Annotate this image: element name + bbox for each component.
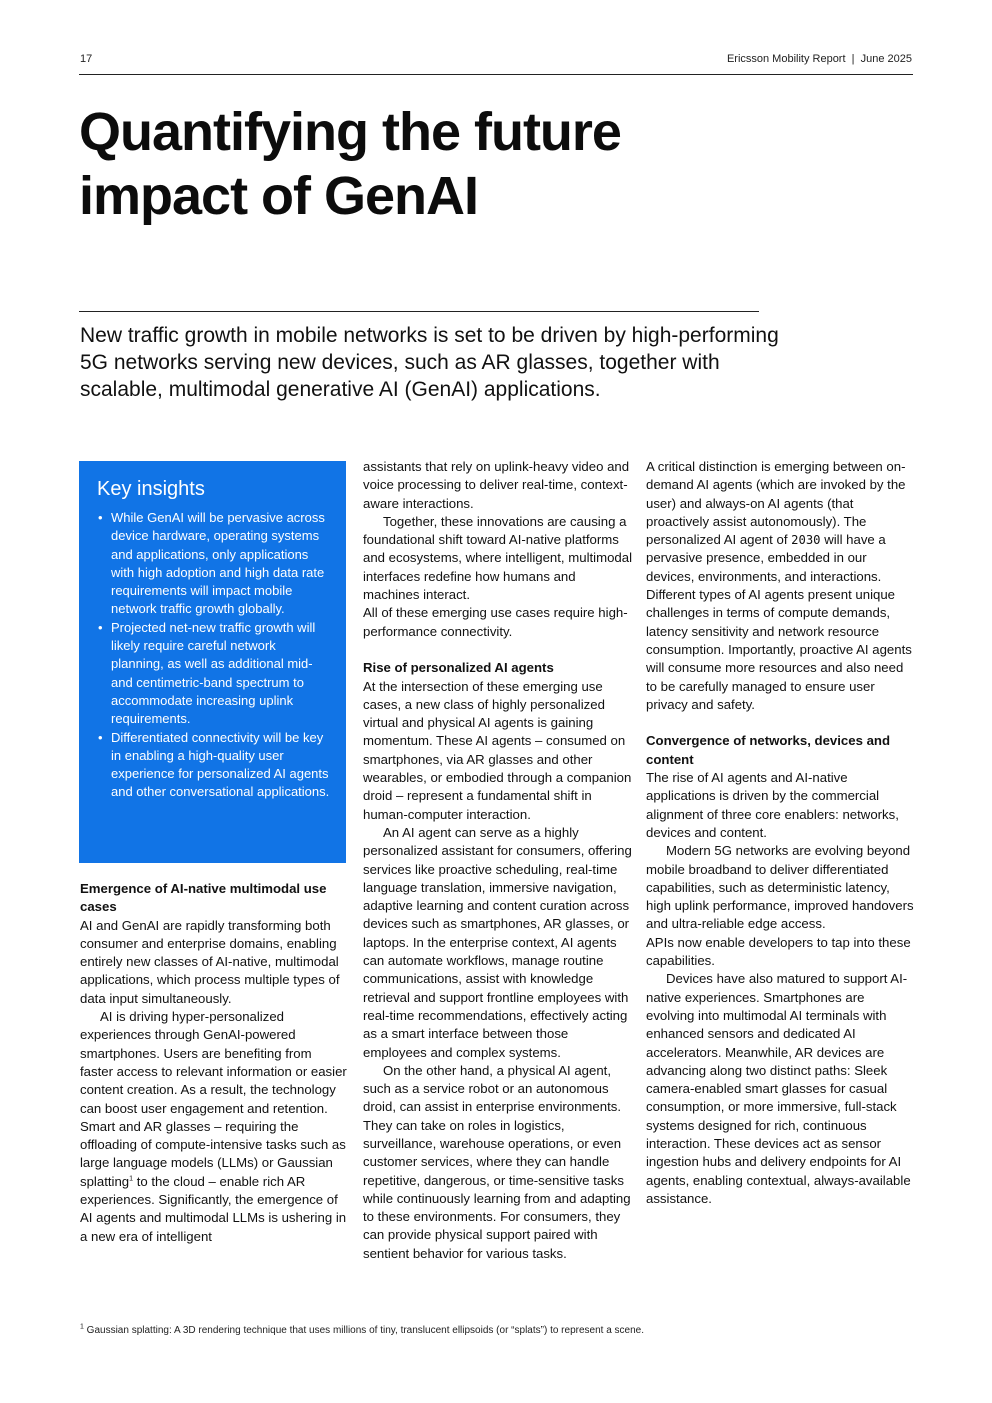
key-insight-item: • While GenAI will be pervasive across device hardware, operating systems and applications, only applications with high adoption and high data rate requirements will impact mobile network traffic growth globally.	[97, 509, 330, 619]
text-run: AI is driving hyper-personalized experiences through GenAI-powered smartphones. Users are benefiting from faster access to relevant information or easier content creation. As a result, the technology can boost user engagement and retention. Smart and AR glasses – requiring the offloading of compute-intensive tasks such as large language models (LLMs) or Gaussian splatting	[80, 1009, 347, 1189]
page-number: 17	[80, 53, 93, 65]
paragraph: The rise of AI agents and AI-native applications is driven by the commercial alignment of three core enablers: networks, devices and content.	[646, 770, 899, 840]
publication-header: Ericsson Mobility Report | June 2025	[726, 53, 912, 65]
page-title	[79, 100, 839, 228]
paragraph: Modern 5G networks are evolving beyond mobile broadband to deliver differentiated capabilities, such as deterministic latency, high uplink performance, improved handovers and ultra-reliable edge access.	[646, 843, 914, 932]
paragraph: assistants that rely on uplink-heavy video and voice processing to deliver real-time, context-aware interactions.	[363, 459, 630, 511]
spacer	[646, 714, 916, 732]
footnote-reference[interactable]: 1	[129, 1175, 134, 1183]
text-run: to the cloud – enable rich AR experiences. Significantly, the emergence of AI agents and multimodal LLMs is ushering in a new era of intelligent	[80, 1173, 347, 1244]
key-insight-item: • Projected net-new traffic growth will likely require careful network planning, as well as additional mid- and centimetric-band spectrum to accommodate increasing uplink requirements.	[97, 619, 330, 729]
spacer	[363, 641, 633, 659]
footnote-marker: 1	[80, 1323, 84, 1331]
key-insights-heading: Key insights	[97, 478, 205, 500]
year-value: 2030	[791, 533, 821, 548]
paragraph: Devices have also matured to support AI-native experiences. Smartphones are evolving into multimodal AI terminals with enhanced sensors and dedicated AI accelerators. Meanwhile, AR devices are advancing along two distinct paths: Sleek camera-enabled smart glasses for casual consumption, or more immersive, full-stack systems designed for rich, continuous interaction. These devices act as sensor ingestion hubs and delivery endpoints for AI agents, enabling contextual, always-available assistance.	[646, 971, 911, 1206]
column-3	[646, 458, 916, 1208]
footnote	[80, 1324, 920, 1338]
paragraph: On the other hand, a physical AI agent, such as a service robot or an autonomous droid, can assist in enterprise environments. They can take on roles in logistics, surveillance, warehouse operations, or even customer services, where they can handle repetitive, dangerous, or time-sensitive tasks while continuously learning from and adapting to these environments. For consumers, they can provide physical support paired with sentient behavior for various tasks.	[363, 1062, 631, 1261]
text-run: A critical distinction is emerging between on-demand AI agents (which are invoked by the user) and always-on AI agents (that proactively assist autonomously). The personalized AI agent of	[646, 459, 906, 548]
text-run: will have a pervasive presence, embedded in our devices, environments, and interactions. Different types of AI agents present unique challenges in terms of compute demands, latency sensitivity and network resource consumption. Importantly, proactive AI agents will consume more resources and also need to be carefully managed to ensure user privacy and safety.	[646, 532, 912, 712]
paragraph: AI and GenAI are rapidly transforming both consumer and enterprise domains, enabling entirely new classes of AI-native, multimodal applications, which process multiple types of data input simultaneously.	[80, 917, 340, 1006]
paragraph: All of these emerging use cases require high-performance connectivity.	[363, 605, 628, 639]
page-title-line-2: impact of GenAI	[79, 166, 479, 226]
lead-paragraph: New traffic growth in mobile networks is set to be driven by high-performing 5G networks serving new devices, such as AR glasses, together with scalable, multimodal generative AI (GenAI) applications.	[80, 324, 779, 401]
column-2	[363, 458, 633, 1263]
paragraph	[646, 458, 916, 714]
column-1	[80, 880, 348, 1246]
section-heading-emergence: Emergence of AI-native multimodal use cases	[80, 881, 327, 915]
key-insights-list	[97, 509, 330, 802]
paragraph: At the intersection of these emerging use cases, a new class of highly personalized virtual and physical AI agents is gaining momentum. These AI agents – consumed on smartphones, via AR glasses and other wearables, or embodied through a companion droid – represent a fundamental shift in human-computer interaction.	[363, 678, 632, 822]
paragraph: Together, these innovations are causing a foundational shift toward AI-native platforms and ecosystems, where intelligent, multimodal interfaces redefine how humans and machines interact.	[363, 513, 633, 603]
section-heading-personalized-agents: Rise of personalized AI agents	[363, 660, 554, 676]
key-insights-box	[79, 461, 346, 863]
page-title-line-1: Quantifying the future	[79, 102, 621, 162]
footnote-text: Gaussian splatting: A 3D rendering technique that uses millions of tiny, translucent ellipsoids (or “splats”) to represent a scene.	[83, 1325, 645, 1336]
section-heading-convergence: Convergence of networks, devices and content	[646, 733, 891, 767]
paragraph: APIs now enable developers to tap into these capabilities.	[646, 934, 911, 969]
lead-divider	[79, 311, 759, 312]
header-divider	[79, 74, 913, 75]
paragraph	[80, 1008, 348, 1246]
paragraph: An AI agent can serve as a highly personalized assistant for consumers, offering services like proactive scheduling, real-time language translation, immersive navigation, adaptive learning and content curation across devices such as smartphones, AR glasses, or laptops. In the enterprise context, AI agents can automate workflows, manage routine communications, assist with knowledge retrieval and support frontline employees with real-time recommendations, effectively acting as a smart interface between those employees and complex systems.	[363, 824, 632, 1060]
key-insight-item: • Differentiated connectivity will be key in enabling a high-quality user experience for personalized AI agents and other conversational applications.	[97, 729, 330, 802]
